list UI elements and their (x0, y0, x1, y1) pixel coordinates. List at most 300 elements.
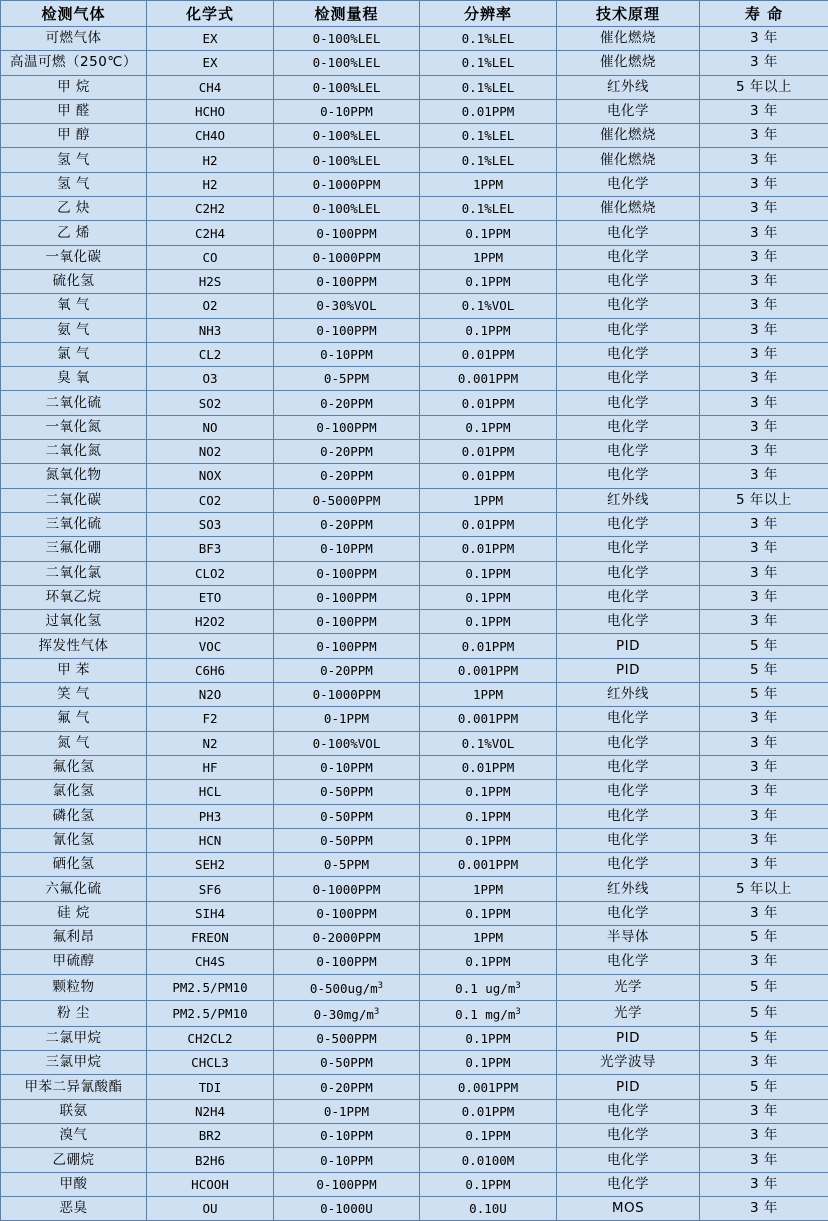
table-row (1, 780, 828, 804)
table-row (1, 610, 828, 634)
table-row (1, 75, 828, 99)
table-row (1, 440, 828, 464)
cell-resolution: 0.001PPM (420, 1075, 557, 1099)
table-row (1, 1000, 828, 1026)
cell-gas-name: 臭 氧 (1, 367, 147, 391)
cell-range: 0-1000PPM (274, 683, 420, 707)
table-row (1, 367, 828, 391)
cell-formula: NO2 (147, 440, 274, 464)
cell-formula: O3 (147, 367, 274, 391)
cell-technology: 电化学 (557, 318, 700, 342)
table-row (1, 124, 828, 148)
cell-range: 0-10PPM (274, 1148, 420, 1172)
column-header-lifetime: 寿 命 (700, 1, 828, 27)
cell-gas-name: 甲酸 (1, 1172, 147, 1196)
cell-formula: SEH2 (147, 853, 274, 877)
cell-technology: 电化学 (557, 245, 700, 269)
cell-formula: SIH4 (147, 901, 274, 925)
cell-formula: PH3 (147, 804, 274, 828)
cell-range: 0-50PPM (274, 828, 420, 852)
table-row (1, 537, 828, 561)
table-row (1, 99, 828, 123)
cell-range: 0-2000PPM (274, 925, 420, 949)
cell-technology: 电化学 (557, 561, 700, 585)
cell-range: 0-1000PPM (274, 245, 420, 269)
cell-gas-name: 颗粒物 (1, 974, 147, 1000)
cell-range: 0-100PPM (274, 610, 420, 634)
cell-range: 0-100%LEL (274, 148, 420, 172)
cell-lifetime: 3 年 (700, 537, 828, 561)
cell-formula: BF3 (147, 537, 274, 561)
cell-technology: 电化学 (557, 172, 700, 196)
cell-range: 0-20PPM (274, 512, 420, 536)
cell-range: 0-5000PPM (274, 488, 420, 512)
cell-lifetime: 3 年 (700, 901, 828, 925)
cell-lifetime: 3 年 (700, 731, 828, 755)
column-header-range: 检测量程 (274, 1, 420, 27)
table-row (1, 585, 828, 609)
cell-technology: 光学 (557, 974, 700, 1000)
cell-formula: EX (147, 27, 274, 51)
cell-formula: CO (147, 245, 274, 269)
cell-resolution: 1PPM (420, 172, 557, 196)
cell-resolution: 0.01PPM (420, 755, 557, 779)
cell-range: 0-100%LEL (274, 27, 420, 51)
table-row (1, 294, 828, 318)
cell-lifetime: 3 年 (700, 391, 828, 415)
cell-range: 0-10PPM (274, 99, 420, 123)
cell-lifetime: 3 年 (700, 1148, 828, 1172)
cell-formula: CH4 (147, 75, 274, 99)
cell-formula: H2S (147, 269, 274, 293)
cell-lifetime: 5 年 (700, 1026, 828, 1050)
cell-gas-name: 氟利昂 (1, 925, 147, 949)
cell-resolution: 0.10U (420, 1196, 557, 1220)
cell-gas-name: 二氧化氮 (1, 440, 147, 464)
cell-resolution: 0.1 $mg/m^3$ (420, 1000, 557, 1026)
cell-gas-name: 硅 烷 (1, 901, 147, 925)
cell-lifetime: 3 年 (700, 51, 828, 75)
cell-lifetime: 3 年 (700, 561, 828, 585)
cell-lifetime: 3 年 (700, 124, 828, 148)
cell-formula: NOX (147, 464, 274, 488)
cell-range: 0-100PPM (274, 318, 420, 342)
table-row (1, 974, 828, 1000)
cell-lifetime: 3 年 (700, 1099, 828, 1123)
cell-resolution: 1PPM (420, 488, 557, 512)
cell-technology: 半导体 (557, 925, 700, 949)
cell-resolution: 1PPM (420, 245, 557, 269)
cell-technology: 催化燃烧 (557, 51, 700, 75)
cell-lifetime: 3 年 (700, 828, 828, 852)
cell-gas-name: 一氧化氮 (1, 415, 147, 439)
table-row (1, 391, 828, 415)
cell-gas-name: 二氧化碳 (1, 488, 147, 512)
table-row (1, 464, 828, 488)
cell-gas-name: 氟化氢 (1, 755, 147, 779)
cell-formula: CO2 (147, 488, 274, 512)
cell-lifetime: 3 年 (700, 221, 828, 245)
cell-range: 0-100PPM (274, 585, 420, 609)
cell-formula: VOC (147, 634, 274, 658)
cell-range: 0-20PPM (274, 464, 420, 488)
cell-resolution: 0.1%LEL (420, 124, 557, 148)
cell-formula: NO (147, 415, 274, 439)
cell-lifetime: 3 年 (700, 585, 828, 609)
cell-technology: PID (557, 1075, 700, 1099)
table-row (1, 683, 828, 707)
cell-range: 0-100PPM (274, 269, 420, 293)
cell-lifetime: 3 年 (700, 707, 828, 731)
cell-range: 0-1PPM (274, 1099, 420, 1123)
cell-gas-name: 氢 气 (1, 172, 147, 196)
cell-gas-name: 二氧化氯 (1, 561, 147, 585)
cell-gas-name: 氯 气 (1, 342, 147, 366)
cell-formula: H2 (147, 172, 274, 196)
cell-range: 0-100PPM (274, 901, 420, 925)
cell-resolution: 0.1%VOL (420, 294, 557, 318)
cell-resolution: 0.0100M (420, 1148, 557, 1172)
cell-gas-name: 乙 烯 (1, 221, 147, 245)
cell-formula: NH3 (147, 318, 274, 342)
cell-gas-name: 氨 气 (1, 318, 147, 342)
cell-resolution: 0.001PPM (420, 658, 557, 682)
cell-range: 0-50PPM (274, 780, 420, 804)
cell-formula: B2H6 (147, 1148, 274, 1172)
cell-technology: 电化学 (557, 269, 700, 293)
cell-formula: EX (147, 51, 274, 75)
cell-formula: H2 (147, 148, 274, 172)
cell-resolution: 0.1PPM (420, 610, 557, 634)
cell-resolution: 0.1PPM (420, 1124, 557, 1148)
cell-formula: HCHO (147, 99, 274, 123)
table-row (1, 828, 828, 852)
cell-range: 0-500PPM (274, 1026, 420, 1050)
table-row (1, 197, 828, 221)
table-row (1, 658, 828, 682)
table-row (1, 1172, 828, 1196)
cell-resolution: 1PPM (420, 925, 557, 949)
cell-range: 0-100%LEL (274, 197, 420, 221)
cell-technology: PID (557, 634, 700, 658)
cell-technology: 电化学 (557, 731, 700, 755)
cell-resolution: 0.1%LEL (420, 27, 557, 51)
cell-resolution: 1PPM (420, 683, 557, 707)
cell-technology: PID (557, 658, 700, 682)
cell-gas-name: 氢 气 (1, 148, 147, 172)
cell-technology: 催化燃烧 (557, 124, 700, 148)
table-row (1, 853, 828, 877)
cell-range: 0-50PPM (274, 1051, 420, 1075)
cell-technology: 电化学 (557, 99, 700, 123)
cell-gas-name: 联氨 (1, 1099, 147, 1123)
cell-technology: 电化学 (557, 610, 700, 634)
cell-lifetime: 5 年 (700, 1075, 828, 1099)
cell-formula: PM2.5/PM10 (147, 1000, 274, 1026)
cell-range: 0-1000U (274, 1196, 420, 1220)
table-row (1, 755, 828, 779)
cell-formula: C2H4 (147, 221, 274, 245)
cell-formula: TDI (147, 1075, 274, 1099)
cell-formula: SO3 (147, 512, 274, 536)
cell-technology: 电化学 (557, 901, 700, 925)
cell-lifetime: 3 年 (700, 269, 828, 293)
cell-lifetime: 5 年以上 (700, 75, 828, 99)
cell-technology: 红外线 (557, 75, 700, 99)
cell-lifetime: 5 年 (700, 1000, 828, 1026)
cell-range: 0-1000PPM (274, 877, 420, 901)
cell-formula: H2O2 (147, 610, 274, 634)
cell-gas-name: 甲 醛 (1, 99, 147, 123)
cell-resolution: 0.1PPM (420, 901, 557, 925)
cell-technology: 电化学 (557, 464, 700, 488)
cell-technology: 电化学 (557, 585, 700, 609)
cell-resolution: 0.01PPM (420, 634, 557, 658)
cell-gas-name: 氰化氢 (1, 828, 147, 852)
cell-gas-name: 环氧乙烷 (1, 585, 147, 609)
cell-lifetime: 5 年以上 (700, 488, 828, 512)
cell-range: 0-100%VOL (274, 731, 420, 755)
cell-resolution: 0.01PPM (420, 1099, 557, 1123)
cell-resolution: 0.1PPM (420, 415, 557, 439)
cell-gas-name: 三氯甲烷 (1, 1051, 147, 1075)
cell-range: 0-100PPM (274, 634, 420, 658)
cell-resolution: 0.1PPM (420, 828, 557, 852)
cell-formula: F2 (147, 707, 274, 731)
cell-gas-name: 氧 气 (1, 294, 147, 318)
cell-technology: 电化学 (557, 512, 700, 536)
cell-technology: MOS (557, 1196, 700, 1220)
cell-formula: FREON (147, 925, 274, 949)
table-row (1, 1124, 828, 1148)
cell-technology: 电化学 (557, 367, 700, 391)
cell-gas-name: 甲苯二异氰酸酯 (1, 1075, 147, 1099)
table-row (1, 925, 828, 949)
cell-technology: 电化学 (557, 1124, 700, 1148)
cell-gas-name: 甲硫醇 (1, 950, 147, 974)
cell-resolution: 0.1%LEL (420, 75, 557, 99)
cell-range: 0-100PPM (274, 1172, 420, 1196)
cell-gas-name: 乙硼烷 (1, 1148, 147, 1172)
table-row (1, 221, 828, 245)
cell-resolution: 0.1PPM (420, 318, 557, 342)
cell-resolution: 0.1PPM (420, 1051, 557, 1075)
cell-resolution: 0.1%VOL (420, 731, 557, 755)
cell-formula: HF (147, 755, 274, 779)
cell-lifetime: 3 年 (700, 1196, 828, 1220)
cell-gas-name: 二氧化硫 (1, 391, 147, 415)
cell-formula: C2H2 (147, 197, 274, 221)
cell-resolution: 0.1 $ug/m^3$ (420, 974, 557, 1000)
cell-gas-name: 二氯甲烷 (1, 1026, 147, 1050)
table-row (1, 634, 828, 658)
cell-lifetime: 3 年 (700, 415, 828, 439)
cell-lifetime: 5 年 (700, 634, 828, 658)
cell-formula: BR2 (147, 1124, 274, 1148)
cell-range: 0-100PPM (274, 221, 420, 245)
cell-formula: SF6 (147, 877, 274, 901)
cell-resolution: 0.1PPM (420, 950, 557, 974)
table-row (1, 561, 828, 585)
table-row (1, 512, 828, 536)
cell-technology: 电化学 (557, 1172, 700, 1196)
cell-technology: 电化学 (557, 1099, 700, 1123)
table-header-row (1, 1, 828, 27)
cell-range: 0-30%VOL (274, 294, 420, 318)
cell-gas-name: 氮氧化物 (1, 464, 147, 488)
cell-formula: N2H4 (147, 1099, 274, 1123)
cell-formula: CHCL3 (147, 1051, 274, 1075)
cell-lifetime: 3 年 (700, 512, 828, 536)
table-row (1, 269, 828, 293)
cell-gas-name: 乙 炔 (1, 197, 147, 221)
table-row (1, 415, 828, 439)
cell-range: 0-20PPM (274, 1075, 420, 1099)
cell-lifetime: 3 年 (700, 440, 828, 464)
cell-formula: PM2.5/PM10 (147, 974, 274, 1000)
cell-formula: CH4O (147, 124, 274, 148)
cell-lifetime: 3 年 (700, 780, 828, 804)
cell-technology: 催化燃烧 (557, 197, 700, 221)
table-row (1, 901, 828, 925)
table-row (1, 342, 828, 366)
cell-range: 0-100PPM (274, 561, 420, 585)
cell-technology: 催化燃烧 (557, 27, 700, 51)
table-row (1, 172, 828, 196)
cell-formula: O2 (147, 294, 274, 318)
table-row (1, 1099, 828, 1123)
cell-lifetime: 3 年 (700, 318, 828, 342)
cell-gas-name: 粉 尘 (1, 1000, 147, 1026)
cell-gas-name: 硒化氢 (1, 853, 147, 877)
cell-resolution: 0.1PPM (420, 221, 557, 245)
cell-technology: 电化学 (557, 294, 700, 318)
cell-resolution: 0.01PPM (420, 99, 557, 123)
cell-gas-name: 一氧化碳 (1, 245, 147, 269)
cell-technology: PID (557, 1026, 700, 1050)
cell-gas-name: 氟 气 (1, 707, 147, 731)
cell-range: 0-50PPM (274, 804, 420, 828)
cell-resolution: 0.1PPM (420, 1172, 557, 1196)
cell-technology: 电化学 (557, 342, 700, 366)
cell-formula: C6H6 (147, 658, 274, 682)
column-header-formula: 化学式 (147, 1, 274, 27)
table-row (1, 488, 828, 512)
cell-resolution: 0.1PPM (420, 780, 557, 804)
cell-lifetime: 3 年 (700, 1172, 828, 1196)
cell-lifetime: 3 年 (700, 950, 828, 974)
cell-range: 0-10PPM (274, 537, 420, 561)
cell-range: 0-100%LEL (274, 124, 420, 148)
cell-range: 0-100%LEL (274, 75, 420, 99)
cell-range: 0-100%LEL (274, 51, 420, 75)
cell-technology: 电化学 (557, 221, 700, 245)
cell-gas-name: 恶臭 (1, 1196, 147, 1220)
cell-resolution: 0.1PPM (420, 561, 557, 585)
cell-lifetime: 3 年 (700, 294, 828, 318)
cell-range: 0-20PPM (274, 440, 420, 464)
cell-lifetime: 3 年 (700, 853, 828, 877)
cell-range: 0-10PPM (274, 1124, 420, 1148)
cell-lifetime: 3 年 (700, 197, 828, 221)
cell-technology: 电化学 (557, 440, 700, 464)
cell-range: 0-1PPM (274, 707, 420, 731)
cell-gas-name: 六氟化硫 (1, 877, 147, 901)
cell-gas-name: 高温可燃（250℃） (1, 51, 147, 75)
table-row (1, 148, 828, 172)
cell-resolution: 0.001PPM (420, 367, 557, 391)
cell-range: 0-100PPM (274, 950, 420, 974)
cell-lifetime: 3 年 (700, 1124, 828, 1148)
table-row (1, 877, 828, 901)
table-row (1, 27, 828, 51)
cell-formula: CH2CL2 (147, 1026, 274, 1050)
table-row (1, 1148, 828, 1172)
cell-technology: 电化学 (557, 391, 700, 415)
cell-technology: 电化学 (557, 755, 700, 779)
cell-resolution: 0.1PPM (420, 804, 557, 828)
cell-resolution: 0.1%LEL (420, 51, 557, 75)
cell-resolution: 1PPM (420, 877, 557, 901)
cell-resolution: 0.1%LEL (420, 148, 557, 172)
cell-formula: N2O (147, 683, 274, 707)
cell-formula: OU (147, 1196, 274, 1220)
cell-gas-name: 氯化氢 (1, 780, 147, 804)
cell-technology: 电化学 (557, 415, 700, 439)
cell-lifetime: 3 年 (700, 755, 828, 779)
cell-range: $0-500ug/m^3$ (274, 974, 420, 1000)
table-row (1, 804, 828, 828)
cell-formula: ETO (147, 585, 274, 609)
cell-range: 0-5PPM (274, 853, 420, 877)
cell-formula: SO2 (147, 391, 274, 415)
cell-lifetime: 3 年 (700, 99, 828, 123)
cell-technology: 电化学 (557, 780, 700, 804)
cell-range: 0-20PPM (274, 658, 420, 682)
cell-gas-name: 三氟化硼 (1, 537, 147, 561)
cell-gas-name: 可燃气体 (1, 27, 147, 51)
cell-gas-name: 溴气 (1, 1124, 147, 1148)
table-row (1, 318, 828, 342)
cell-range: 0-1000PPM (274, 172, 420, 196)
cell-gas-name: 磷化氢 (1, 804, 147, 828)
table-row (1, 1051, 828, 1075)
cell-technology: 光学 (557, 1000, 700, 1026)
cell-formula: N2 (147, 731, 274, 755)
cell-gas-name: 三氧化硫 (1, 512, 147, 536)
cell-gas-name: 挥发性气体 (1, 634, 147, 658)
cell-range: 0-5PPM (274, 367, 420, 391)
cell-formula: CH4S (147, 950, 274, 974)
cell-resolution: 0.1PPM (420, 1026, 557, 1050)
cell-technology: 电化学 (557, 1148, 700, 1172)
table-body (1, 27, 828, 1221)
column-header-gas: 检测气体 (1, 1, 147, 27)
cell-gas-name: 硫化氢 (1, 269, 147, 293)
cell-formula: HCN (147, 828, 274, 852)
cell-lifetime: 3 年 (700, 342, 828, 366)
table-row (1, 1075, 828, 1099)
cell-lifetime: 5 年 (700, 974, 828, 1000)
cell-formula: CLO2 (147, 561, 274, 585)
cell-resolution: 0.01PPM (420, 464, 557, 488)
cell-gas-name: 甲 烷 (1, 75, 147, 99)
cell-resolution: 0.1PPM (420, 269, 557, 293)
cell-technology: 催化燃烧 (557, 148, 700, 172)
cell-range: 0-10PPM (274, 342, 420, 366)
cell-lifetime: 5 年 (700, 925, 828, 949)
table-row (1, 950, 828, 974)
